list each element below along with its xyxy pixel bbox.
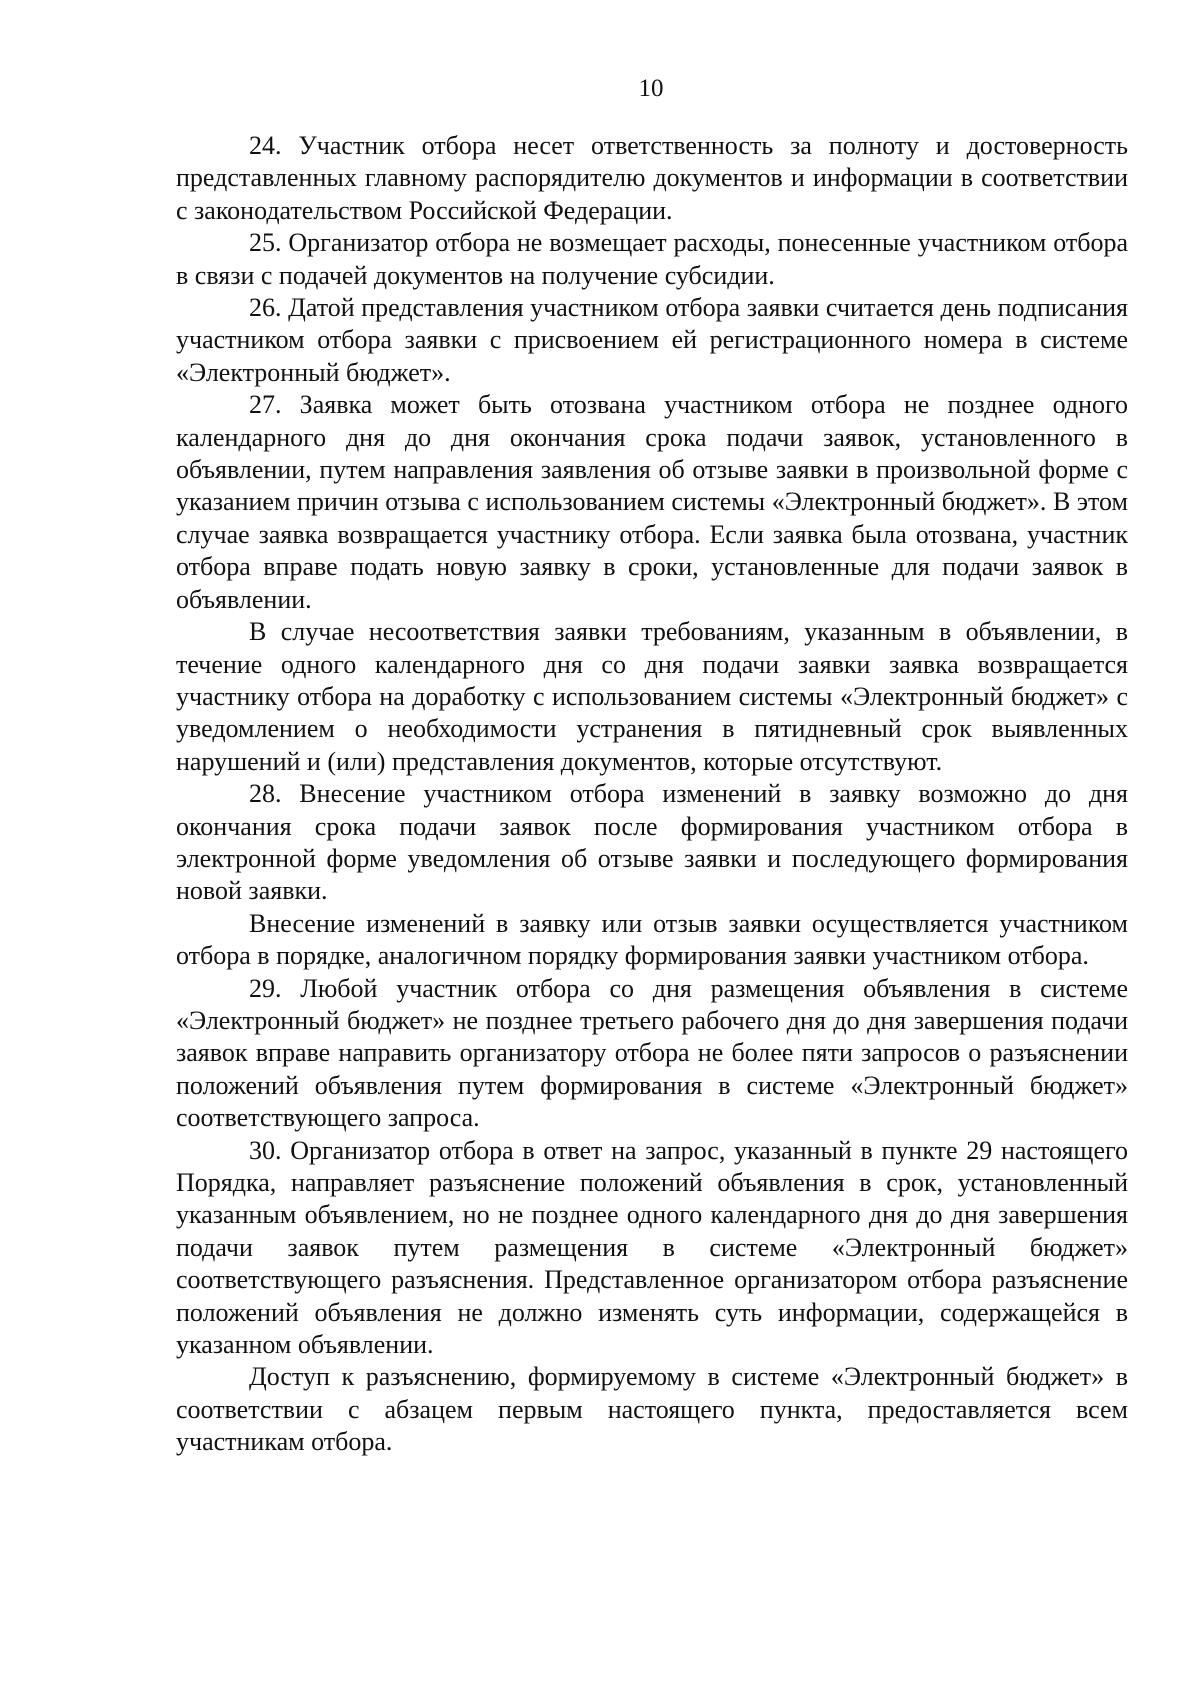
paragraph-30: 30. Организатор отбора в ответ на запрос, указанный в пункте 29 настоящего Порядка, направляет разъяснение положений объявления в срок, установленный указанным объявлением, но не позднее одного календарного дня до дня завершения подачи заявок путем размещения в системе «Электронный бюджет» соответствующего разъяснения. Представленное организатором отбора разъяснение положений объявления не должно изменять суть информации, содержащейся в указанном объявлении.: [176, 1135, 1128, 1360]
paragraph-24: 24. Участник отбора несет ответственность за полноту и достоверность представленных главному распорядителю документов и информации в соответствии с законодательством Российской Федерации.: [176, 131, 1128, 225]
paragraph-28-changes: Внесение изменений в заявку или отзыв заявки осуществляется участником отбора в порядке, аналогичном порядку формирования заявки участником отбора.: [176, 908, 1128, 971]
paragraph-27: 27. Заявка может быть отозвана участником отбора не позднее одного календарного дня до дня окончания срока подачи заявок, установленного в объявлении, путем направления заявления об отзыве заявки в произвольной форме с указанием причин отзыва с использованием системы «Электронный бюджет». В этом случае заявка возвращается участнику отбора. Если заявка была отозвана, участник отбора вправе подать новую заявку в сроки, установленные для подачи заявок в объявлении.: [176, 390, 1128, 614]
paragraph-25: 25. Организатор отбора не возмещает расходы, понесенные участником отбора в связи с подачей документов на получение субсидии.: [176, 228, 1128, 290]
paragraph-27-return: В случае несоответствия заявки требованиям, указанным в объявлении, в течение одного календарного дня со дня подачи заявки заявка возвращается участнику отбора на доработку с использованием системы «Электронный бюджет» с уведомлением о необходимости устранения в пятидневный срок выявленных нарушений и (или) представления документов, которые отсутствуют.: [176, 617, 1128, 776]
page-number: 10: [638, 75, 664, 102]
paragraph-29: 29. Любой участник отбора со дня размещения объявления в системе «Электронный бюджет» не позднее третьего рабочего дня до дня завершения подачи заявок вправе направить организатору отбора не более пяти запросов о разъяснении положений объявления путем формирования в системе «Электронный бюджет» соответствующего запроса.: [176, 973, 1128, 1133]
document-body: [176, 130, 1128, 1459]
paragraph-26: 26. Датой представления участником отбора заявки считается день подписания участником отбора заявки с присвоением ей регистрационного номера в системе «Электронный бюджет».: [176, 293, 1128, 387]
paragraph-30-access: Доступ к разъяснению, формируемому в системе «Электронный бюджет» в соответствии с абзацем первым настоящего пункта, предоставляется всем участникам отбора.: [176, 1362, 1128, 1457]
paragraph-28: 28. Внесение участником отбора изменений в заявку возможно до дня окончания срока подачи заявок после формирования участником отбора в электронной форме уведомления об отзыве заявки и последующего формирования новой заявки.: [176, 779, 1128, 906]
